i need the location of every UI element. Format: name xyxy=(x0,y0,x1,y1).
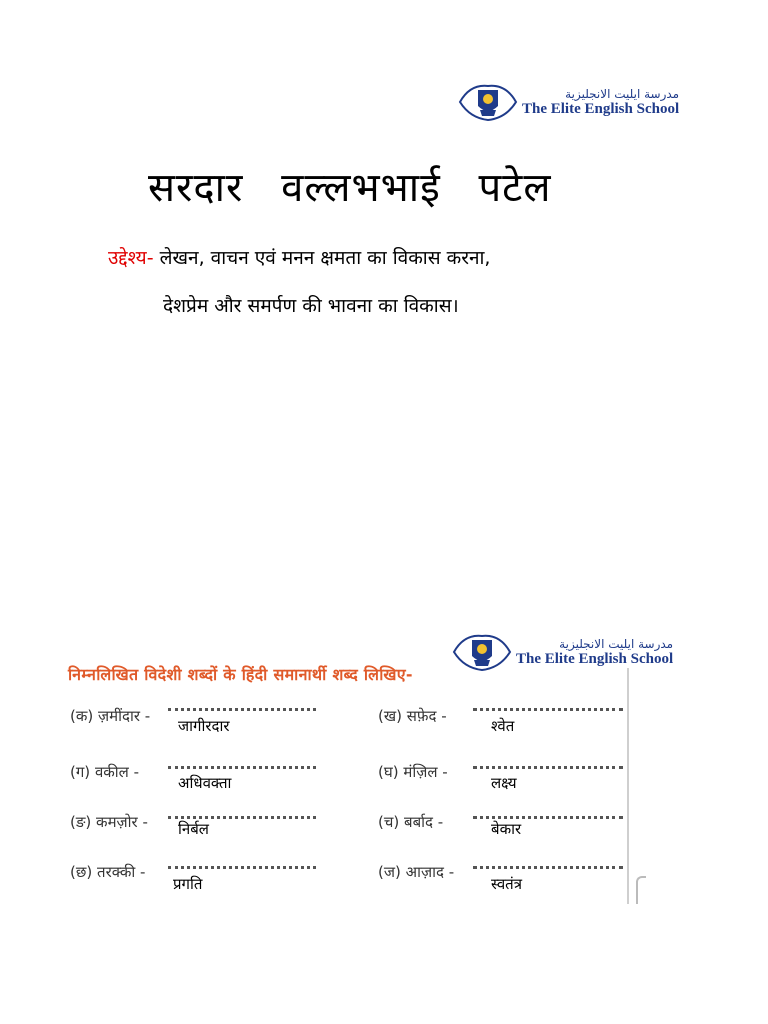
worksheet-instruction: निम्नलिखित विदेशी शब्दों के हिंदी समानार्थी शब्द लिखिए- xyxy=(68,665,413,684)
answer-dotted-line xyxy=(473,708,623,711)
item-answer: अधिवक्ता xyxy=(178,774,232,792)
item-marker: (ज) xyxy=(378,863,401,881)
item-word: बर्बाद - xyxy=(404,813,444,831)
item-answer: प्रगति xyxy=(173,875,203,893)
worksheet-item xyxy=(70,862,145,882)
title-word: वल्लभभाई xyxy=(281,165,441,211)
objective-label: उद्देश्य- xyxy=(108,247,154,269)
worksheet-corner xyxy=(636,876,646,904)
item-answer: लक्ष्य xyxy=(491,774,517,792)
worksheet-item xyxy=(70,706,150,726)
item-answer: जागीरदार xyxy=(178,717,230,735)
item-answer: स्वतंत्र xyxy=(491,875,523,893)
item-answer: बेकार xyxy=(491,820,522,838)
item-answer: निर्बल xyxy=(178,820,209,838)
title-word: सरदार xyxy=(148,165,244,211)
worksheet-school-logo xyxy=(452,628,673,676)
item-marker: (च) xyxy=(378,813,400,831)
worksheet-item xyxy=(378,862,454,882)
item-word: सफ़ेद - xyxy=(406,707,447,725)
objective-line-2: देशप्रेम और समर्पण की भावना का विकास। xyxy=(163,295,459,317)
worksheet-item xyxy=(378,706,447,726)
item-word: आज़ाद - xyxy=(405,863,455,881)
item-word: ज़मींदार - xyxy=(98,707,151,725)
item-word: मंज़िल - xyxy=(403,763,448,781)
item-word: कमज़ोर - xyxy=(96,813,148,831)
worksheet-item xyxy=(70,812,148,832)
answer-dotted-line xyxy=(473,866,623,869)
worksheet-item xyxy=(378,762,448,782)
school-logo xyxy=(458,78,679,126)
logo-arabic-text: مدرسة ايليت الانجليزية xyxy=(565,86,680,101)
item-word: तरक्की - xyxy=(97,863,146,881)
objective-text: लेखन, वाचन एवं मनन क्षमता का विकास करना, xyxy=(159,247,491,269)
item-marker: (घ) xyxy=(378,763,399,781)
worksheet-item xyxy=(70,762,139,782)
item-marker: (ख) xyxy=(378,707,402,725)
logo-arabic-text: مدرسة ايليت الانجليزية xyxy=(559,636,674,651)
answer-dotted-line xyxy=(473,766,623,769)
objective-line-1 xyxy=(108,244,490,270)
answer-dotted-line xyxy=(168,866,316,869)
page-title xyxy=(148,158,575,213)
school-crest-icon xyxy=(458,78,518,126)
logo-english-text: The Elite English School xyxy=(522,100,680,117)
worksheet-border xyxy=(627,668,629,904)
logo-english-text: The Elite English School xyxy=(516,650,674,667)
item-answer: श्वेत xyxy=(491,717,515,735)
title-word: पटेल xyxy=(478,165,552,211)
item-marker: (छ) xyxy=(70,863,93,881)
item-marker: (ङ) xyxy=(70,813,92,831)
item-marker: (क) xyxy=(70,707,94,725)
answer-dotted-line xyxy=(168,708,316,711)
school-crest-icon xyxy=(452,628,512,676)
item-marker: (ग) xyxy=(70,763,91,781)
answer-dotted-line xyxy=(168,766,316,769)
item-word: वकील - xyxy=(94,763,140,781)
worksheet-item xyxy=(378,812,443,832)
